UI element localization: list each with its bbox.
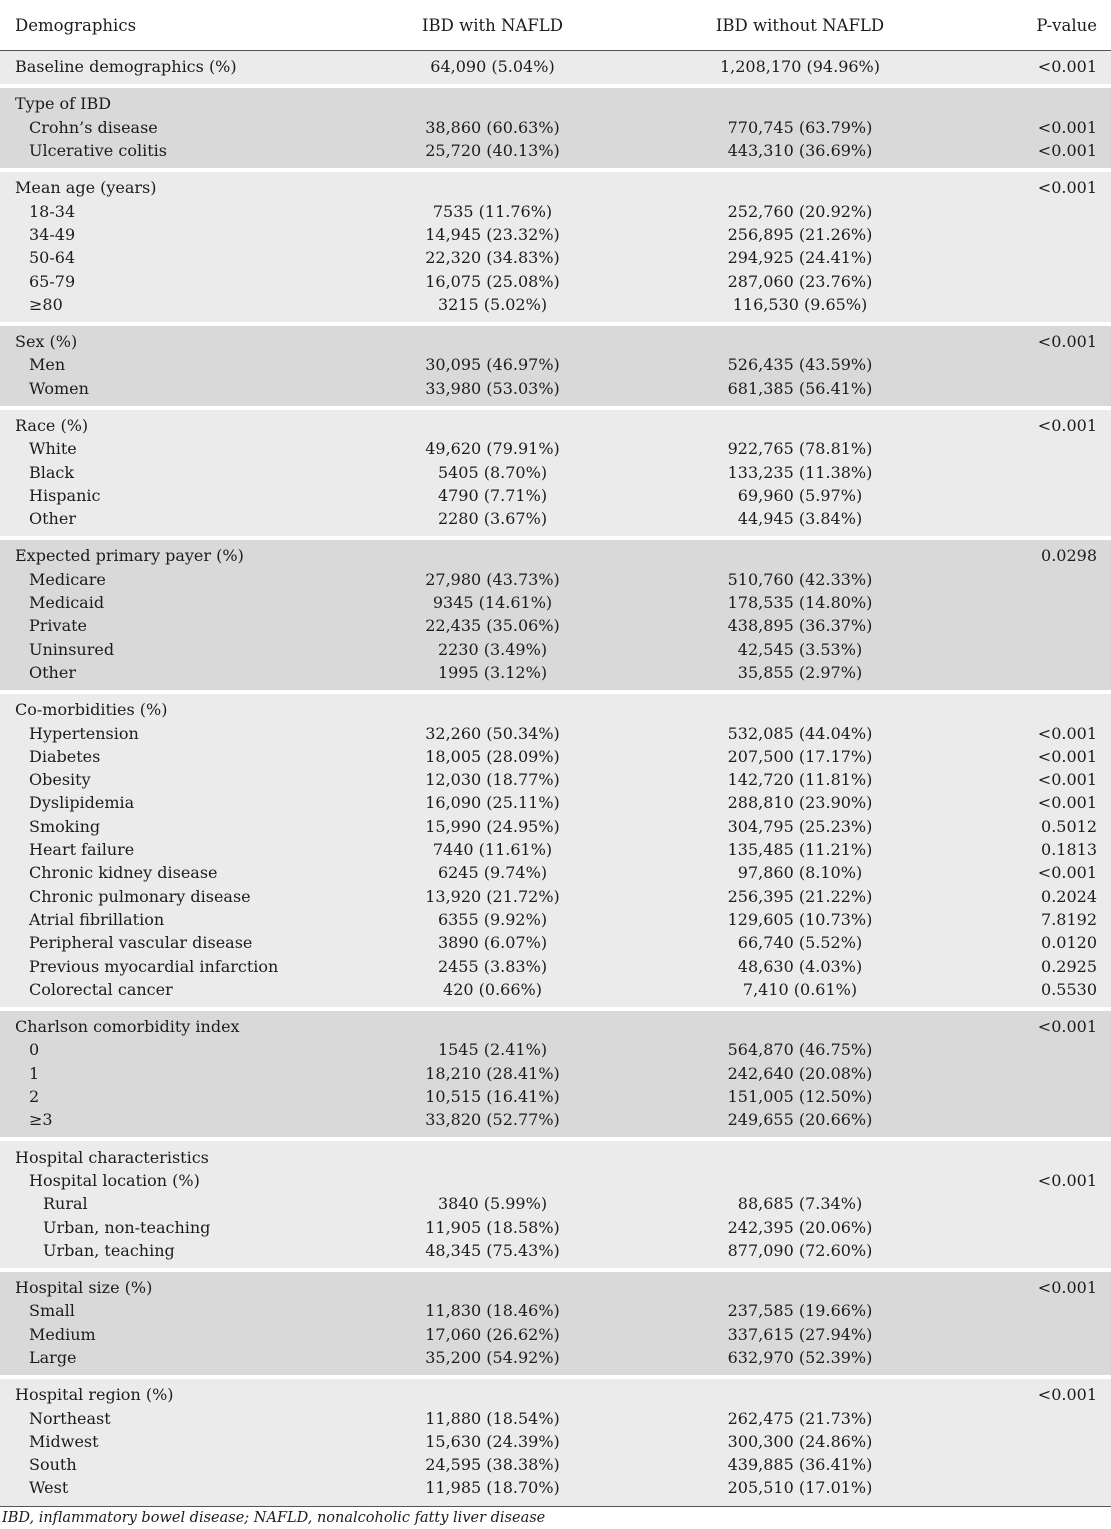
value-without-nafld: 35,855 (2.97%) — [737, 662, 863, 682]
p-value: <0.001 — [1037, 746, 1097, 766]
value-with-nafld: 2455 (3.83%) — [437, 956, 548, 976]
value-without-nafld: 288,810 (23.90%) — [727, 793, 873, 813]
value-without-nafld: 532,085 (44.04%) — [727, 723, 873, 743]
table-row — [0, 861, 1111, 884]
p-value: <0.001 — [1037, 770, 1097, 790]
value-with-nafld: 30,095 (46.97%) — [425, 355, 560, 375]
p-value: 0.2925 — [1041, 956, 1097, 976]
p-value: <0.001 — [1037, 1385, 1097, 1405]
value-without-nafld: 252,760 (20.92%) — [727, 201, 873, 221]
row-group — [0, 540, 1111, 690]
table-row — [0, 199, 1111, 222]
table-row — [0, 437, 1111, 460]
value-with-nafld: 11,905 (18.58%) — [425, 1217, 560, 1237]
row-label: Urban, teaching — [43, 1240, 175, 1260]
p-value: <0.001 — [1037, 1017, 1097, 1037]
value-with-nafld: 5405 (8.70%) — [437, 462, 548, 482]
row-label: Atrial fibrillation — [29, 909, 165, 929]
value-with-nafld: 32,260 (50.34%) — [425, 723, 560, 743]
header-p-value: P-value — [1036, 15, 1097, 35]
table-footnote: IBD, inflammatory bowel disease; NAFLD, nonalcoholic fatty liver disease — [0, 1506, 1111, 1529]
value-without-nafld: 48,630 (4.03%) — [737, 956, 863, 976]
value-with-nafld: 4790 (7.71%) — [437, 485, 548, 505]
value-with-nafld: 33,980 (53.03%) — [425, 378, 560, 398]
p-value: <0.001 — [1037, 723, 1097, 743]
value-with-nafld: 15,990 (24.95%) — [425, 816, 560, 836]
row-label: Hypertension — [29, 723, 139, 743]
row-group — [0, 1272, 1111, 1375]
row-label: Hospital location (%) — [29, 1170, 200, 1190]
value-without-nafld: 256,895 (21.26%) — [727, 224, 873, 244]
value-with-nafld: 64,090 (5.04%) — [430, 57, 555, 77]
row-label: Baseline demographics (%) — [15, 57, 237, 77]
row-label: 0 — [29, 1040, 40, 1060]
value-with-nafld: 22,320 (34.83%) — [425, 248, 560, 268]
row-label: Large — [29, 1347, 77, 1367]
row-label: Small — [29, 1301, 75, 1321]
row-label: Uninsured — [29, 639, 115, 659]
row-label: Other — [29, 662, 76, 682]
value-with-nafld: 7535 (11.76%) — [432, 201, 553, 221]
p-value: <0.001 — [1037, 332, 1097, 352]
row-label: Dyslipidemia — [29, 793, 135, 813]
value-without-nafld: 256,395 (21.22%) — [727, 886, 873, 906]
table-row — [0, 176, 1111, 199]
value-without-nafld: 151,005 (12.50%) — [727, 1087, 873, 1107]
row-label: ≥3 — [29, 1110, 53, 1130]
value-without-nafld: 207,500 (17.17%) — [727, 746, 873, 766]
value-without-nafld: 205,510 (17.01%) — [727, 1478, 873, 1498]
row-label: Rural — [43, 1194, 88, 1214]
value-with-nafld: 33,820 (52.77%) — [425, 1110, 560, 1130]
row-label: Hospital size (%) — [15, 1278, 153, 1298]
table-row — [0, 1276, 1111, 1299]
row-label: Smoking — [29, 816, 101, 836]
table-row — [0, 1108, 1111, 1131]
table-row — [0, 246, 1111, 269]
row-group — [0, 694, 1111, 1007]
row-label: White — [29, 439, 77, 459]
row-label: Mean age (years) — [15, 178, 157, 198]
table-body — [0, 51, 1111, 1506]
table-header — [0, 0, 1111, 51]
row-label: Other — [29, 509, 76, 529]
value-without-nafld: 142,720 (11.81%) — [727, 770, 873, 790]
row-label: Previous myocardial infarction — [29, 956, 279, 976]
value-with-nafld: 16,075 (25.08%) — [425, 271, 560, 291]
row-group — [0, 1379, 1111, 1505]
row-label: Medicaid — [29, 593, 105, 613]
table-row — [0, 1299, 1111, 1322]
row-label: 2 — [29, 1087, 40, 1107]
row-label: Midwest — [29, 1431, 99, 1451]
value-without-nafld: 337,615 (27.94%) — [727, 1324, 873, 1344]
row-label: Crohn’s disease — [29, 117, 158, 137]
value-without-nafld: 66,740 (5.52%) — [737, 933, 863, 953]
value-without-nafld: 1,208,170 (94.96%) — [719, 57, 880, 77]
value-with-nafld: 2280 (3.67%) — [437, 509, 548, 529]
value-without-nafld: 7,410 (0.61%) — [742, 979, 858, 999]
value-with-nafld: 7440 (11.61%) — [432, 840, 553, 860]
table-row — [0, 1145, 1111, 1168]
table-row — [0, 139, 1111, 162]
value-without-nafld: 237,585 (19.66%) — [727, 1301, 873, 1321]
table-row — [0, 55, 1111, 78]
value-without-nafld: 632,970 (52.39%) — [727, 1347, 873, 1367]
row-label: South — [29, 1455, 77, 1475]
value-with-nafld: 35,200 (54.92%) — [425, 1347, 560, 1367]
value-without-nafld: 262,475 (21.73%) — [727, 1408, 873, 1428]
row-label: Colorectal cancer — [29, 979, 173, 999]
row-group — [0, 410, 1111, 536]
table-row — [0, 507, 1111, 530]
row-label: West — [29, 1478, 69, 1498]
table-row — [0, 544, 1111, 567]
row-label: 34-49 — [29, 224, 76, 244]
row-group — [0, 88, 1111, 168]
table-row — [0, 591, 1111, 614]
value-without-nafld: 770,745 (63.79%) — [727, 117, 873, 137]
table-row — [0, 293, 1111, 316]
value-with-nafld: 13,920 (21.72%) — [425, 886, 560, 906]
p-value: 0.5530 — [1041, 979, 1097, 999]
value-without-nafld: 439,885 (36.41%) — [727, 1455, 873, 1475]
value-without-nafld: 922,765 (78.81%) — [727, 439, 873, 459]
value-without-nafld: 443,310 (36.69%) — [727, 141, 873, 161]
value-with-nafld: 14,945 (23.32%) — [425, 224, 560, 244]
value-with-nafld: 48,345 (75.43%) — [425, 1240, 560, 1260]
row-label: Hispanic — [29, 485, 101, 505]
row-group — [0, 326, 1111, 406]
row-label: Charlson comorbidity index — [15, 1017, 240, 1037]
value-with-nafld: 15,630 (24.39%) — [425, 1431, 560, 1451]
value-without-nafld: 242,395 (20.06%) — [727, 1217, 873, 1237]
value-without-nafld: 294,925 (24.41%) — [727, 248, 873, 268]
value-with-nafld: 420 (0.66%) — [443, 979, 542, 999]
row-label: Diabetes — [29, 746, 101, 766]
table-row — [0, 661, 1111, 684]
p-value: <0.001 — [1037, 178, 1097, 198]
row-label: Medicare — [29, 569, 106, 589]
table-row — [0, 698, 1111, 721]
p-value: <0.001 — [1037, 1278, 1097, 1298]
table-row — [0, 116, 1111, 139]
value-with-nafld: 1995 (3.12%) — [437, 662, 548, 682]
table-row — [0, 1192, 1111, 1215]
table-row — [0, 1015, 1111, 1038]
value-without-nafld: 287,060 (23.76%) — [727, 271, 873, 291]
value-without-nafld: 69,960 (5.97%) — [737, 485, 863, 505]
row-group — [0, 51, 1111, 84]
row-label: 18-34 — [29, 201, 76, 221]
table-row — [0, 1406, 1111, 1429]
value-without-nafld: 526,435 (43.59%) — [727, 355, 873, 375]
p-value: <0.001 — [1037, 863, 1097, 883]
value-with-nafld: 17,060 (26.62%) — [425, 1324, 560, 1344]
value-without-nafld: 300,300 (24.86%) — [727, 1431, 873, 1451]
value-without-nafld: 129,605 (10.73%) — [727, 909, 873, 929]
table-row — [0, 614, 1111, 637]
row-label: Race (%) — [15, 416, 89, 435]
value-with-nafld: 6355 (9.92%) — [437, 909, 548, 929]
value-with-nafld: 11,985 (18.70%) — [425, 1478, 560, 1498]
p-value: <0.001 — [1037, 416, 1097, 435]
value-without-nafld: 304,795 (25.23%) — [727, 816, 873, 836]
row-group — [0, 172, 1111, 322]
row-label: Heart failure — [29, 840, 135, 860]
p-value: 0.1813 — [1041, 840, 1097, 860]
row-group — [0, 1011, 1111, 1137]
table-row — [0, 377, 1111, 400]
row-label: Chronic pulmonary disease — [29, 886, 251, 906]
row-label: Expected primary payer (%) — [15, 546, 244, 566]
row-label: Northeast — [29, 1408, 111, 1428]
table-row — [0, 330, 1111, 353]
value-without-nafld: 438,895 (36.37%) — [727, 616, 873, 636]
value-without-nafld: 116,530 (9.65%) — [732, 294, 868, 314]
row-label: ≥80 — [29, 294, 63, 314]
header-ibd-with-nafld: IBD with NAFLD — [421, 15, 563, 35]
value-without-nafld: 44,945 (3.84%) — [737, 509, 863, 529]
value-with-nafld: 38,860 (60.63%) — [425, 117, 560, 137]
table-row — [0, 885, 1111, 908]
value-with-nafld: 49,620 (79.91%) — [425, 439, 560, 459]
table-row — [0, 838, 1111, 861]
row-label: Black — [29, 462, 75, 482]
row-label: Co-morbidities (%) — [15, 700, 168, 720]
header-ibd-without-nafld: IBD without NAFLD — [715, 15, 885, 35]
table-row — [0, 484, 1111, 507]
value-without-nafld: 877,090 (72.60%) — [727, 1240, 873, 1260]
p-value: 0.5012 — [1041, 816, 1097, 836]
value-with-nafld: 3215 (5.02%) — [437, 294, 548, 314]
value-with-nafld: 24,595 (38.38%) — [425, 1455, 560, 1475]
value-with-nafld: 2230 (3.49%) — [437, 639, 548, 659]
row-label: 50-64 — [29, 248, 76, 268]
value-with-nafld: 12,030 (18.77%) — [425, 770, 560, 790]
value-with-nafld: 18,210 (28.41%) — [425, 1063, 560, 1083]
table-row — [0, 815, 1111, 838]
table-row — [0, 954, 1111, 977]
p-value: 0.0120 — [1041, 933, 1097, 953]
value-with-nafld: 3840 (5.99%) — [437, 1194, 548, 1214]
p-value: <0.001 — [1037, 793, 1097, 813]
table-row — [0, 1239, 1111, 1262]
value-with-nafld: 22,435 (35.06%) — [425, 616, 560, 636]
table-row — [0, 1453, 1111, 1476]
p-value: 0.0298 — [1041, 546, 1097, 566]
table-row — [0, 1323, 1111, 1346]
value-without-nafld: 97,860 (8.10%) — [737, 863, 863, 883]
row-label: Private — [29, 616, 88, 636]
value-without-nafld: 133,235 (11.38%) — [727, 462, 873, 482]
row-label: Urban, non-teaching — [43, 1217, 211, 1237]
table-row — [0, 638, 1111, 661]
table-row — [0, 745, 1111, 768]
value-with-nafld: 27,980 (43.73%) — [425, 569, 560, 589]
table-row — [0, 269, 1111, 292]
table-row — [0, 1085, 1111, 1108]
row-group — [0, 1141, 1111, 1267]
value-without-nafld: 88,685 (7.34%) — [737, 1194, 863, 1214]
table-row — [0, 791, 1111, 814]
row-label: Medium — [29, 1324, 96, 1344]
value-with-nafld: 10,515 (16.41%) — [425, 1087, 560, 1107]
row-label: 1 — [29, 1063, 40, 1083]
table-row — [0, 353, 1111, 376]
value-without-nafld: 178,535 (14.80%) — [727, 593, 873, 613]
value-with-nafld: 11,880 (18.54%) — [425, 1408, 560, 1428]
p-value: <0.001 — [1037, 141, 1097, 161]
value-without-nafld: 564,870 (46.75%) — [727, 1040, 873, 1060]
row-label: Peripheral vascular disease — [29, 933, 253, 953]
row-label: Men — [29, 355, 66, 375]
row-label: Obesity — [29, 770, 91, 790]
row-label: Chronic kidney disease — [29, 863, 218, 883]
header-demographics: Demographics — [15, 15, 137, 35]
p-value: 7.8192 — [1041, 909, 1097, 929]
value-with-nafld: 3890 (6.07%) — [437, 933, 548, 953]
row-label: 65-79 — [29, 271, 76, 291]
table-row — [0, 568, 1111, 591]
table-row — [0, 460, 1111, 483]
value-without-nafld: 510,760 (42.33%) — [727, 569, 873, 589]
p-value: <0.001 — [1037, 57, 1097, 77]
row-label: Sex (%) — [15, 332, 78, 352]
table-row — [0, 931, 1111, 954]
value-without-nafld: 242,640 (20.08%) — [727, 1063, 873, 1083]
row-label: Ulcerative colitis — [29, 141, 167, 161]
table-row — [0, 1062, 1111, 1085]
table-row — [0, 92, 1111, 115]
row-label: Hospital characteristics — [15, 1147, 209, 1167]
p-value: 0.2024 — [1041, 886, 1097, 906]
table-row — [0, 1346, 1111, 1369]
table-row — [0, 223, 1111, 246]
value-without-nafld: 42,545 (3.53%) — [737, 639, 863, 659]
table-row — [0, 414, 1111, 437]
table-row — [0, 1383, 1111, 1406]
table-row — [0, 1430, 1111, 1453]
row-label: Type of IBD — [15, 94, 112, 114]
value-without-nafld: 681,385 (56.41%) — [727, 378, 873, 398]
value-with-nafld: 1545 (2.41%) — [437, 1040, 548, 1060]
value-with-nafld: 25,720 (40.13%) — [425, 141, 560, 161]
table-row — [0, 1038, 1111, 1061]
row-label: Women — [29, 378, 89, 398]
row-label: Hospital region (%) — [15, 1385, 174, 1405]
table-row — [0, 978, 1111, 1001]
p-value: <0.001 — [1037, 117, 1097, 137]
table-row — [0, 908, 1111, 931]
value-with-nafld: 6245 (9.74%) — [437, 863, 548, 883]
value-with-nafld: 9345 (14.61%) — [432, 593, 553, 613]
value-with-nafld: 11,830 (18.46%) — [425, 1301, 560, 1321]
p-value: <0.001 — [1037, 1170, 1097, 1190]
value-without-nafld: 135,485 (11.21%) — [727, 840, 873, 860]
value-with-nafld: 16,090 (25.11%) — [425, 793, 560, 813]
table-row — [0, 721, 1111, 744]
table-row — [0, 1169, 1111, 1192]
table-row — [0, 768, 1111, 791]
table-row — [0, 1215, 1111, 1238]
value-with-nafld: 18,005 (28.09%) — [425, 746, 560, 766]
value-without-nafld: 249,655 (20.66%) — [727, 1110, 873, 1130]
